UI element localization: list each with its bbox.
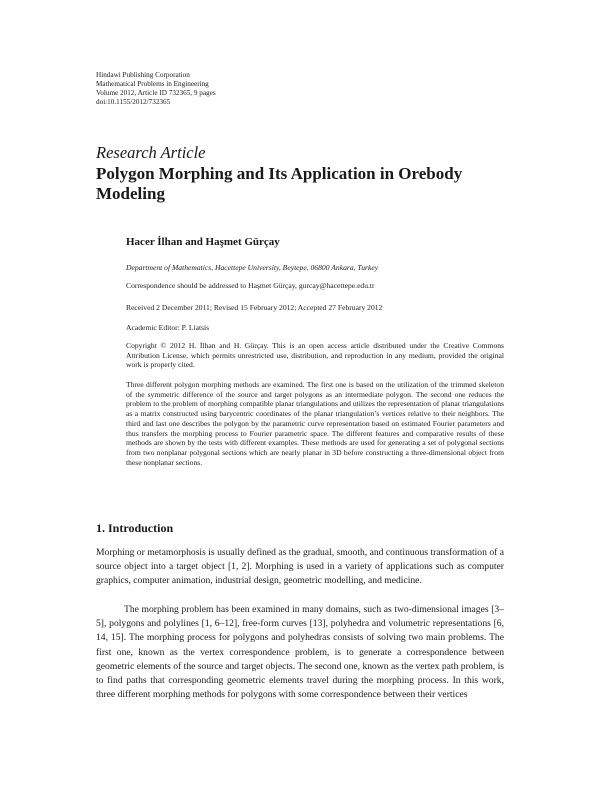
volume-line: Volume 2012, Article ID 732365, 9 pages <box>96 89 216 97</box>
authors: Hacer İlhan and Haşmet Gürçay <box>126 236 280 248</box>
section-heading: 1. Introduction <box>96 521 174 535</box>
paper-title: Polygon Morphing and Its Application in Orebody Modeling <box>96 164 463 203</box>
intro-paragraph-1: Morphing or metamorphosis is usually defined as the gradual, smooth, and continuous transformation of a source object into a target object [1, 2]. Morphing is used in a variety of applications such as computer graphics, computer animation, industrial design, geometric modelling, and medicine. <box>96 547 504 587</box>
intro-paragraph-2: The morphing problem has been examined in many domains, such as two-dimensional images [3–5], polygons and polylines [1, 6–12], free-form curves [13], polyhedra and volumetric representations [6, 14, 15]. The morphing process for polygons and polyhedras consists of solving two main problems. The first one, known as the vertex correspondence problem, is to generate a correspondence between geometric elements of the source and target objects. The second one, known as the vertex path problem, is to find paths that corresponding geometric elements travel during the morphing process. In this work, three different morphing methods for polygons with some correspondence between their vertices <box>96 604 504 701</box>
article-type: Research Article <box>96 143 206 162</box>
copyright-notice: Copyright © 2012 H. İlhan and H. Gürçay. This is an open access article distributed under the Creative Commons Attribution License, which permits unrestricted use, distribution, and reproduction in any medium, provided the original work is properly cited. <box>126 341 504 370</box>
journal-header <box>96 71 216 107</box>
academic-editor: Academic Editor: P. Liatsis <box>126 323 210 332</box>
doi-line: doi:10.1155/2012/732365 <box>96 98 171 106</box>
journal-name-line: Mathematical Problems in Engineering <box>96 80 209 88</box>
affiliation: Department of Mathematics, Hacettepe University, Beytepe, 06800 Ankara, Turkey <box>126 263 379 272</box>
correspondence: Correspondence should be addressed to Haşmet Gürçay, gurcay@hacettepe.edu.tr <box>126 281 375 290</box>
abstract: Three different polygon morphing methods are examined. The first one is based on the utilization of the trimmed skeleton of the symmetric difference of the source and target polygons as an intermediate polygon. The second one reduces the problem to the problem of morphing compatible planar triangulations and utilizes the representation of planar triangulations as a matrix constructed using barycentric coordinates of the planar triangulation’s vertices relative to their neighbors. The third and last one describes the polygon by the parametric curve representation based on estimated Fourier parameters and thus transfers the morphing process to Fourier parametric space. The different features and comparative results of these methods are shown by the tests with different examples. These methods are used for generating a set of polygonal sections from two nonplanar polygonal sections which are nearly planar in 3D before constructing a three-dimensional object from these nonplanar sections. <box>126 380 504 467</box>
dates: Received 2 December 2011; Revised 15 February 2012; Accepted 27 February 2012 <box>126 303 383 312</box>
publisher-line: Hindawi Publishing Corporation <box>96 71 190 79</box>
